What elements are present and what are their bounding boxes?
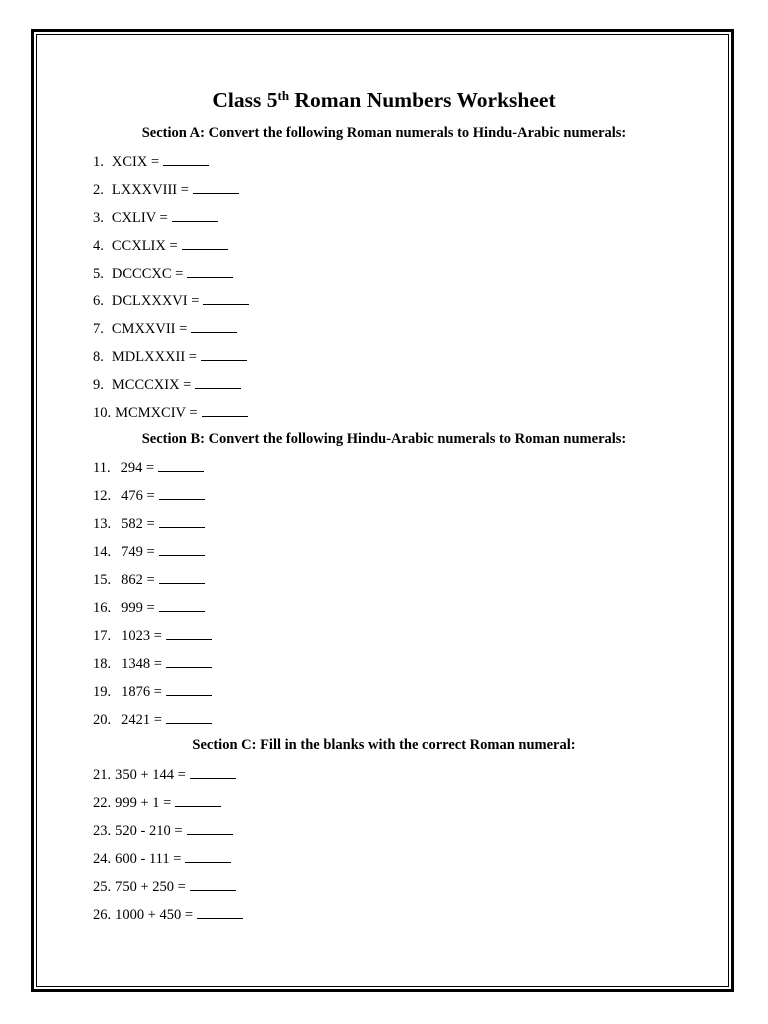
question-26: 26. 1000 + 450 = [93, 905, 243, 924]
answer-blank[interactable] [166, 710, 212, 724]
question-10: 10. MCMXCIV = [93, 403, 248, 422]
answer-blank[interactable] [159, 486, 205, 500]
answer-blank[interactable] [190, 765, 236, 779]
answer-blank[interactable] [193, 180, 239, 194]
answer-blank[interactable] [159, 542, 205, 556]
question-5: 5. DCCCXC = [93, 264, 233, 283]
question-11: 11. 294 = [93, 458, 204, 477]
answer-blank[interactable] [159, 570, 205, 584]
section-c-heading: Section C: Fill in the blanks with the correct Roman numeral: [192, 737, 576, 753]
answer-blank[interactable] [172, 208, 218, 222]
question-21: 21. 350 + 144 = [93, 765, 236, 784]
answer-blank[interactable] [203, 291, 249, 305]
title-main: Class 5 [212, 88, 278, 112]
answer-blank[interactable] [202, 403, 248, 417]
question-19: 19. 1876 = [93, 682, 212, 701]
answer-blank[interactable] [163, 152, 209, 166]
question-17: 17. 1023 = [93, 626, 212, 645]
question-16: 16. 999 = [93, 598, 205, 617]
answer-blank[interactable] [187, 264, 233, 278]
answer-blank[interactable] [159, 514, 205, 528]
question-6: 6. DCLXXXVI = [93, 291, 249, 310]
question-1: 1. XCIX = [93, 152, 209, 171]
answer-blank[interactable] [190, 877, 236, 891]
answer-blank[interactable] [159, 598, 205, 612]
answer-blank[interactable] [166, 626, 212, 640]
answer-blank[interactable] [175, 793, 221, 807]
question-2: 2. LXXXVIII = [93, 180, 239, 199]
question-13: 13. 582 = [93, 514, 205, 533]
question-12: 12. 476 = [93, 486, 205, 505]
section-a-heading: Section A: Convert the following Roman numerals to Hindu-Arabic numerals: [141, 125, 627, 141]
answer-blank[interactable] [197, 905, 243, 919]
title-superscript: th [277, 88, 290, 103]
question-4: 4. CCXLIX = [93, 236, 228, 255]
title-rest: Roman Numbers Worksheet [289, 88, 556, 112]
answer-blank[interactable] [191, 319, 237, 333]
page-border-inner [36, 34, 729, 987]
answer-blank[interactable] [187, 821, 233, 835]
answer-blank[interactable] [166, 682, 212, 696]
question-9: 9. MCCCXIX = [93, 375, 241, 394]
answer-blank[interactable] [201, 347, 247, 361]
answer-blank[interactable] [182, 236, 228, 250]
question-20: 20. 2421 = [93, 710, 212, 729]
worksheet-title [0, 86, 768, 114]
question-23: 23. 520 - 210 = [93, 821, 233, 840]
question-8: 8. MDLXXXII = [93, 347, 247, 366]
section-b-heading: Section B: Convert the following Hindu-Arabic numerals to Roman numerals: [141, 431, 627, 447]
question-14: 14. 749 = [93, 542, 205, 561]
answer-blank[interactable] [166, 654, 212, 668]
question-15: 15. 862 = [93, 570, 205, 589]
question-7: 7. CMXXVII = [93, 319, 237, 338]
answer-blank[interactable] [195, 375, 241, 389]
question-22: 22. 999 + 1 = [93, 793, 221, 812]
question-24: 24. 600 - 111 = [93, 849, 231, 868]
answer-blank[interactable] [185, 849, 231, 863]
answer-blank[interactable] [158, 458, 204, 472]
question-3: 3. CXLIV = [93, 208, 218, 227]
question-18: 18. 1348 = [93, 654, 212, 673]
question-25: 25. 750 + 250 = [93, 877, 236, 896]
